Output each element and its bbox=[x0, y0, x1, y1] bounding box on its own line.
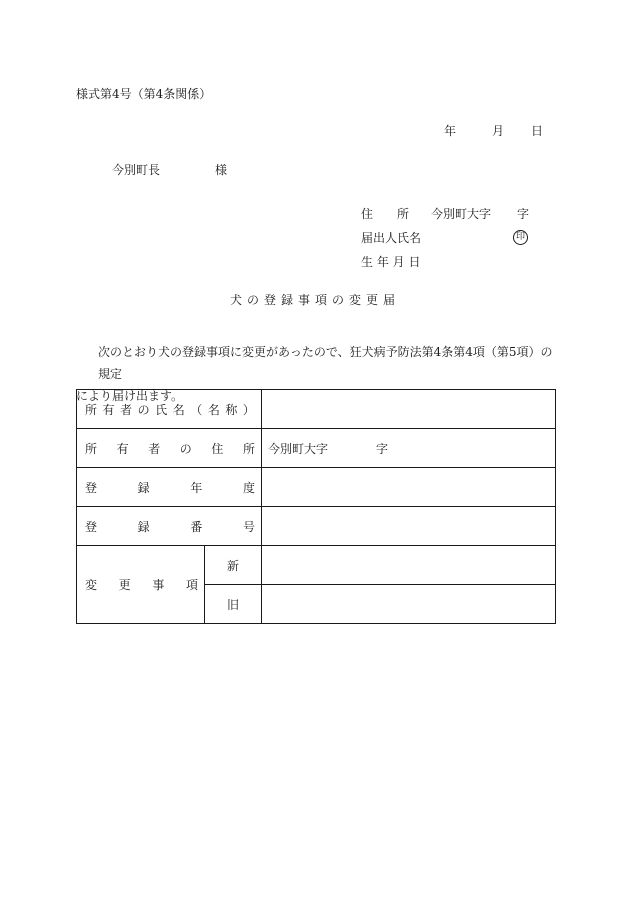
recipient bbox=[112, 163, 227, 177]
owner-address-field[interactable] bbox=[262, 429, 556, 468]
change-form-table bbox=[76, 389, 556, 624]
applicant-block bbox=[361, 202, 530, 274]
applicant-birth-label: 生 年 月 日 bbox=[361, 255, 421, 269]
date-line bbox=[444, 124, 543, 138]
applicant-name-row bbox=[361, 226, 525, 250]
applicant-address-value: 今別町大字 bbox=[431, 207, 492, 221]
applicant-birth-row bbox=[361, 250, 491, 274]
new-value-field[interactable] bbox=[262, 546, 556, 585]
recipient-honorific: 様 bbox=[215, 163, 228, 177]
row-registration-year bbox=[77, 468, 556, 507]
body-line-1: 次のとおり犬の登録事項に変更があったので、狂犬病予防法第4条第4項（第5項）の規定 bbox=[98, 345, 553, 381]
row-registration-number bbox=[77, 507, 556, 546]
owner-name-field[interactable] bbox=[262, 390, 556, 429]
recipient-name: 今別町長 bbox=[112, 163, 161, 177]
owner-address-suffix: 字 bbox=[376, 441, 389, 456]
date-month-label: 月 bbox=[492, 124, 505, 138]
reg-year-field[interactable] bbox=[262, 468, 556, 507]
reg-year-label: 登 録 年 度 bbox=[85, 480, 255, 495]
date-year-label: 年 bbox=[444, 124, 457, 138]
owner-address-label-cell bbox=[77, 429, 262, 468]
old-value-field[interactable] bbox=[262, 585, 556, 624]
applicant-address-row bbox=[361, 202, 530, 226]
reg-year-label-cell bbox=[77, 468, 262, 507]
form-number: 様式第4号（第4条関係） bbox=[76, 87, 212, 101]
reg-number-label-cell bbox=[77, 507, 262, 546]
change-label-cell bbox=[77, 546, 205, 624]
applicant-name-label: 届出人氏名 bbox=[361, 231, 422, 245]
document-title: 犬の登録事項の変更届 bbox=[229, 293, 400, 307]
owner-address-label: 所 有 者 の 住 所 bbox=[85, 441, 255, 456]
row-owner-address bbox=[77, 429, 556, 468]
old-label: 旧 bbox=[204, 585, 261, 624]
new-label: 新 bbox=[204, 546, 261, 585]
row-owner-name bbox=[77, 390, 556, 429]
change-label: 変 更 事 項 bbox=[85, 578, 198, 592]
owner-name-label: 所 有 者 の 氏 名 （ 名 称 ） bbox=[85, 402, 255, 417]
reg-number-field[interactable] bbox=[262, 507, 556, 546]
applicant-address-suffix: 字 bbox=[517, 207, 530, 221]
body-line-2: により届け出ます。 bbox=[76, 389, 184, 403]
owner-address-value: 今別町大字 bbox=[268, 441, 329, 456]
owner-name-label-cell bbox=[77, 390, 262, 429]
seal-icon: 印 bbox=[513, 230, 528, 245]
applicant-address-label: 住 所 bbox=[361, 207, 410, 221]
reg-number-label: 登 録 番 号 bbox=[85, 519, 255, 534]
date-day-label: 日 bbox=[531, 124, 544, 138]
row-change-new bbox=[77, 546, 556, 585]
